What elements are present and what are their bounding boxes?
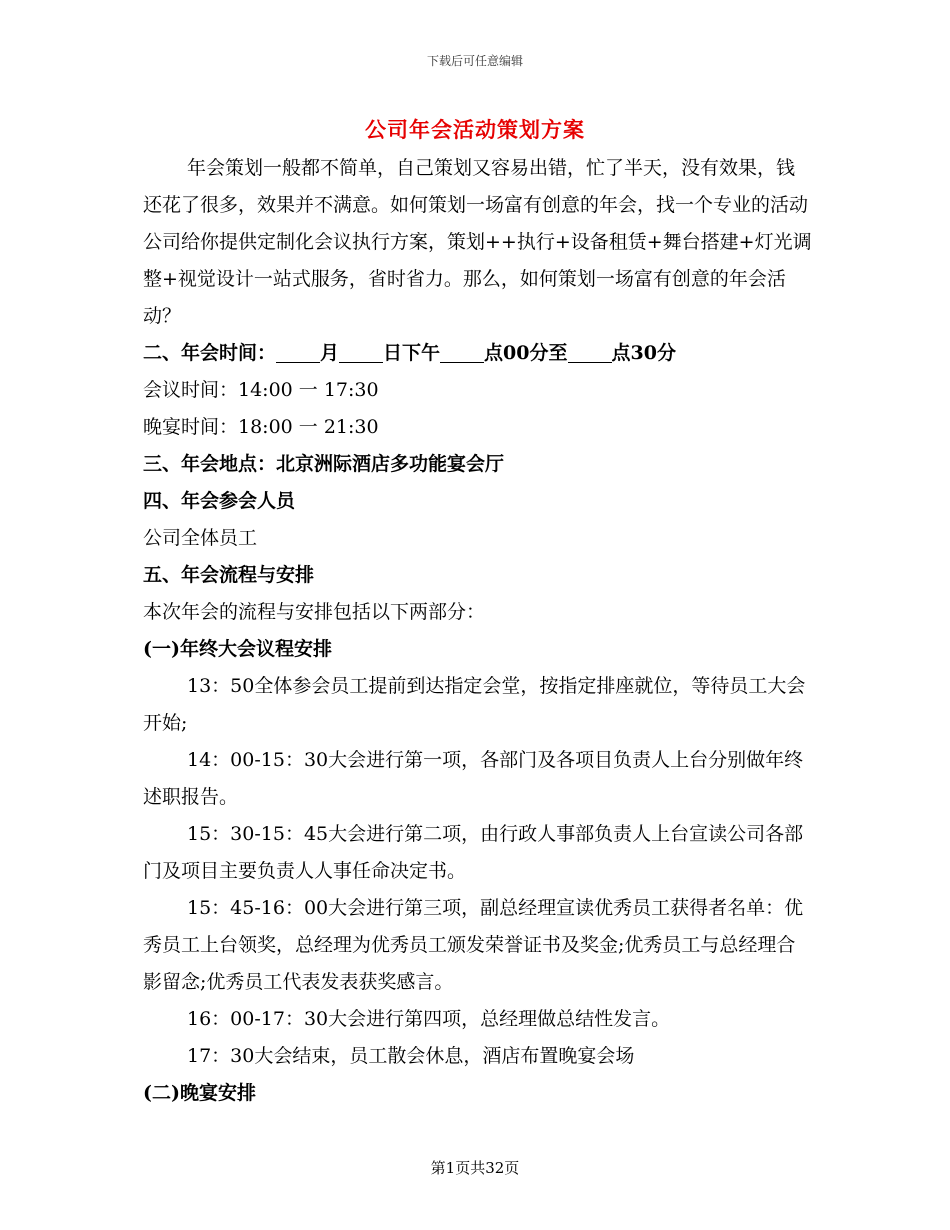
agenda-item: 15：30-15：45大会进行第二项，由行政人事部负责人上台宣读公司各部门及项目主要负责人人事任命决定书。 [143, 823, 804, 882]
attendees-text: 公司全体员工 [143, 527, 258, 549]
process-intro: 本次年会的流程与安排包括以下两部分： [143, 601, 486, 623]
intro-paragraph: 年会策划一般都不简单，自己策划又容易出错，忙了半天，没有效果，钱还花了很多，效果并不满意。如何策划一场富有创意的年会，找一个专业的活动公司给你提供定制化会议执行方案，策划++执行+设备租赁+舞台搭建+灯光调整+视觉设计一站式服务，省时省力。那么，如何策划一场富有创意的年会活动？ [143, 157, 812, 327]
end-hour-blank [568, 342, 612, 363]
time-heading [143, 335, 813, 372]
meeting-time: 会议时间：14:00 一 17:30 [143, 379, 379, 401]
document-body [143, 150, 813, 1112]
process-heading: 五、年会流程与安排 [143, 564, 315, 586]
day-blank [339, 342, 383, 363]
agenda-item: 14：00-15：30大会进行第一项，各部门及各项目负责人上台分别做年终述职报告。 [143, 749, 804, 808]
time-heading-end: 点30分 [611, 342, 676, 364]
time-heading-day: 日下午 [383, 342, 441, 364]
time-heading-prefix: 二、年会时间： [143, 342, 277, 364]
banquet-time: 晚宴时间：18:00 一 21:30 [143, 416, 379, 438]
page-footer: 第1页共32页 [430, 1159, 520, 1177]
header-note: 下载后可任意编辑 [426, 54, 523, 68]
location-heading: 三、年会地点：北京洲际酒店多功能宴会厅 [143, 453, 505, 475]
agenda-item: 15：45-16：00大会进行第三项，副总经理宣读优秀员工获得者名单：优秀员工上台领奖，总经理为优秀员工颁发荣誉证书及奖金;优秀员工与总经理合影留念;优秀员工代表发表获奖感言。 [143, 897, 804, 993]
document-title: 公司年会活动策划方案 [365, 117, 585, 142]
start-hour-blank [440, 342, 484, 363]
agenda-item: 13：50全体参会员工提前到达指定会堂，按指定排座就位，等待员工大会开始; [143, 675, 806, 734]
month-blank [276, 342, 320, 363]
agenda-item: 16：00-17：30大会进行第四项，总经理做总结性发言。 [187, 1008, 671, 1030]
time-heading-start: 点00分至 [484, 342, 568, 364]
agenda-item: 17：30大会结束，员工散会休息，酒店布置晚宴会场 [187, 1045, 635, 1067]
time-heading-month: 月 [320, 342, 340, 364]
banquet-heading: (二)晚宴安排 [143, 1082, 256, 1104]
attendees-heading: 四、年会参会人员 [143, 490, 296, 512]
agenda-heading: (一)年终大会议程安排 [143, 638, 332, 660]
